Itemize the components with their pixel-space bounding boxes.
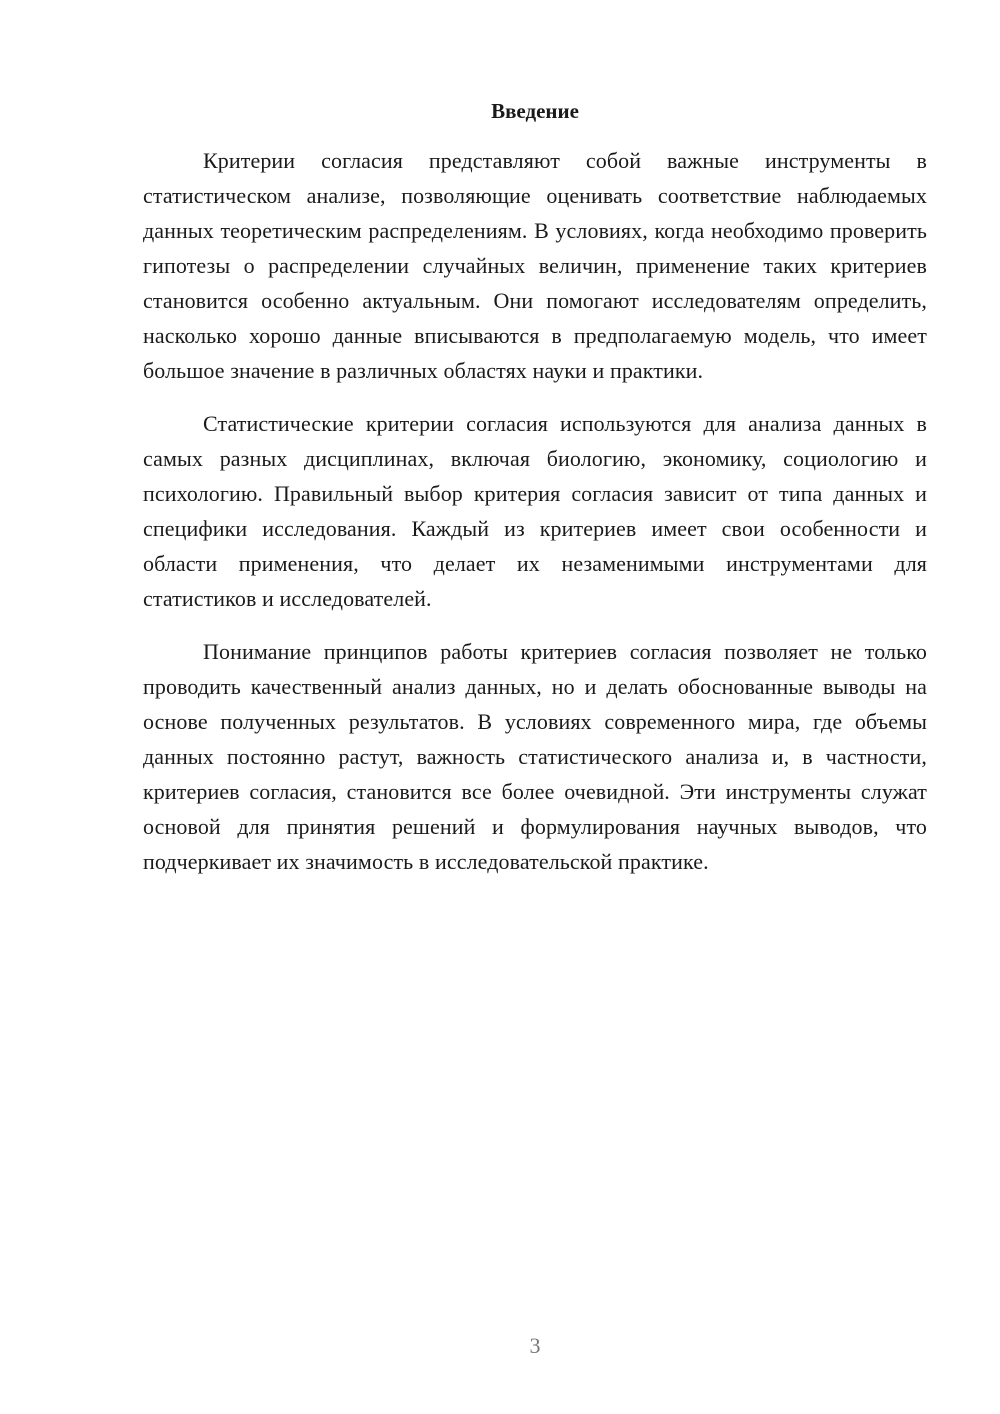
paragraph-3: Понимание принципов работы критериев согласия позволяет не только проводить качественный анализ данных, но и делать обоснованные выводы на основе полученных результатов. В условиях современного мира, где объемы данных постоянно растут, важность статистического анализа и, в частности, критериев согласия, становится все более очевидной. Эти инструменты служат основой для принятия решений и формулирования научных выводов, что подчеркивает их значимость в исследовательской практике.	[143, 639, 927, 874]
section-heading: Введение	[491, 99, 579, 123]
page-number: 3	[529, 1333, 541, 1358]
paragraph-2: Статистические критерии согласия используются для анализа данных в самых разных дисциплинах, включая биологию, экономику, социологию и психологию. Правильный выбор критерия согласия зависит от типа данных и специфики исследования. Каждый из критериев имеет свои особенности и области применения, что делает их незаменимыми инструментами для статистиков и исследователей.	[143, 411, 927, 611]
paragraph-1: Критерии согласия представляют собой важные инструменты в статистическом анализе, позволяющие оценивать соответствие наблюдаемых данных теоретическим распределениям. В условиях, когда необходимо проверить гипотезы о распределении случайных величин, применение таких критериев становится особенно актуальным. Они помогают исследователям определить, насколько хорошо данные вписываются в предполагаемую модель, что имеет большое значение в различных областях науки и практики.	[143, 148, 927, 383]
body-text	[143, 143, 927, 897]
